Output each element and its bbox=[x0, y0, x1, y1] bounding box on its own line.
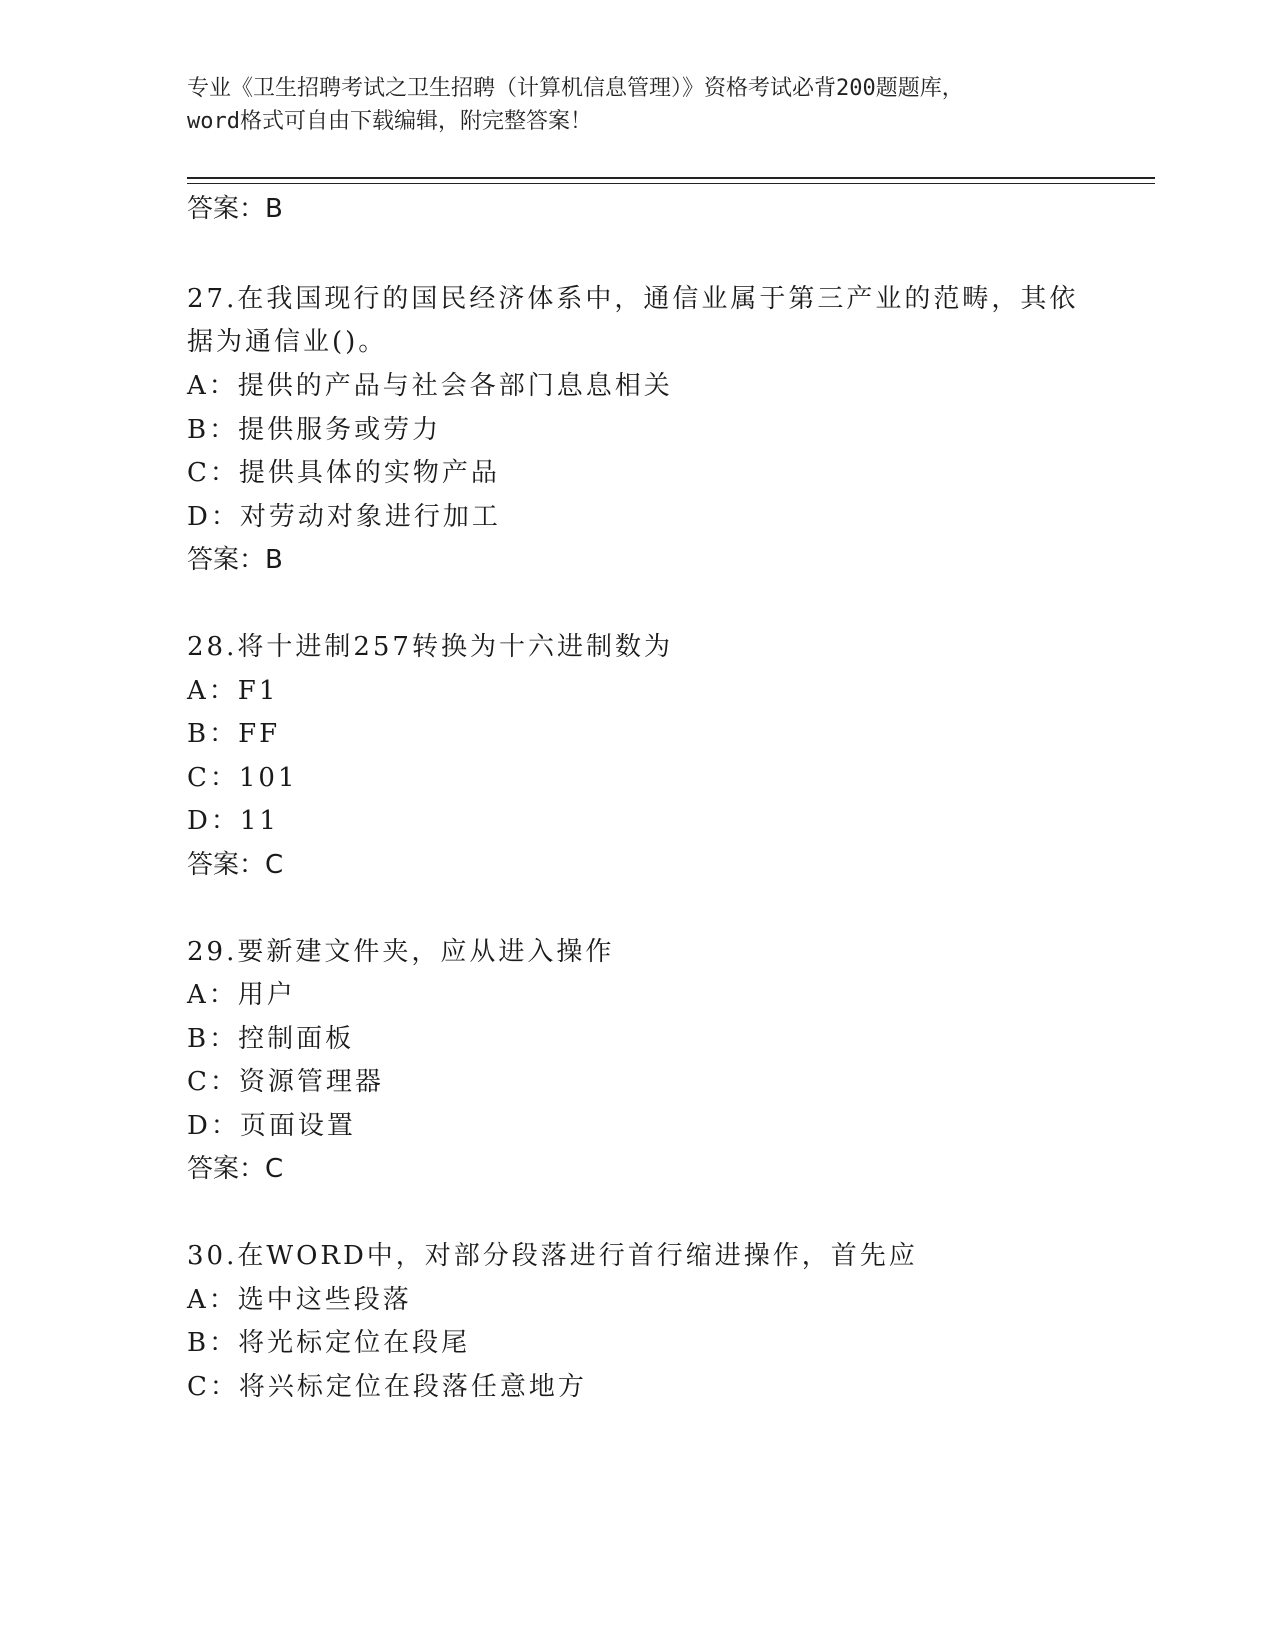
question-30-option-b: B：将光标定位在段尾 bbox=[187, 1328, 471, 1358]
question-28-option-d: D：11 bbox=[187, 806, 279, 836]
question-29-option-d: D：页面设置 bbox=[187, 1111, 356, 1141]
page-header bbox=[187, 72, 1087, 138]
answer-27: 答案：B bbox=[187, 545, 283, 575]
question-27-option-d: D：对劳动对象进行加工 bbox=[187, 502, 501, 532]
question-30-option-a: A：选中这些段落 bbox=[187, 1285, 412, 1315]
question-29-stem: 29.要新建文件夹，应从进入操作 bbox=[187, 937, 615, 967]
question-27-stem-line-2: 据为通信业()。 bbox=[187, 327, 388, 357]
question-27-option-c: C：提供具体的实物产品 bbox=[187, 458, 500, 488]
question-29-option-a: A：用户 bbox=[187, 980, 296, 1010]
question-27-option-b: B：提供服务或劳力 bbox=[187, 415, 442, 445]
answer-28: 答案：C bbox=[187, 850, 284, 880]
question-28-option-a: A：F1 bbox=[187, 676, 279, 706]
answer-prev: 答案：B bbox=[187, 194, 283, 224]
question-30-option-c: C：将兴标定位在段落任意地方 bbox=[187, 1372, 587, 1402]
question-29-option-b: B：控制面板 bbox=[187, 1024, 355, 1054]
question-29-option-c: C：资源管理器 bbox=[187, 1067, 384, 1097]
question-27-stem-line-1: 27.在我国现行的国民经济体系中，通信业属于第三产业的范畴，其依 bbox=[187, 284, 1079, 314]
answer-29: 答案：C bbox=[187, 1154, 284, 1184]
question-27-option-a: A：提供的产品与社会各部门息息相关 bbox=[187, 371, 673, 401]
header-divider-thin bbox=[187, 183, 1155, 184]
header-line-2: word格式可自由下载编辑，附完整答案！ bbox=[187, 109, 592, 134]
header-divider-thick bbox=[187, 177, 1155, 179]
header-line-1: 专业《卫生招聘考试之卫生招聘（计算机信息管理）》资格考试必背200题题库， bbox=[187, 76, 964, 101]
question-28-stem: 28.将十进制257转换为十六进制数为 bbox=[187, 632, 673, 662]
question-28-option-b: B：FF bbox=[187, 719, 281, 749]
question-30-stem: 30.在WORD中，对部分段落进行首行缩进操作，首先应 bbox=[187, 1241, 918, 1271]
question-28-option-c: C：101 bbox=[187, 763, 298, 793]
